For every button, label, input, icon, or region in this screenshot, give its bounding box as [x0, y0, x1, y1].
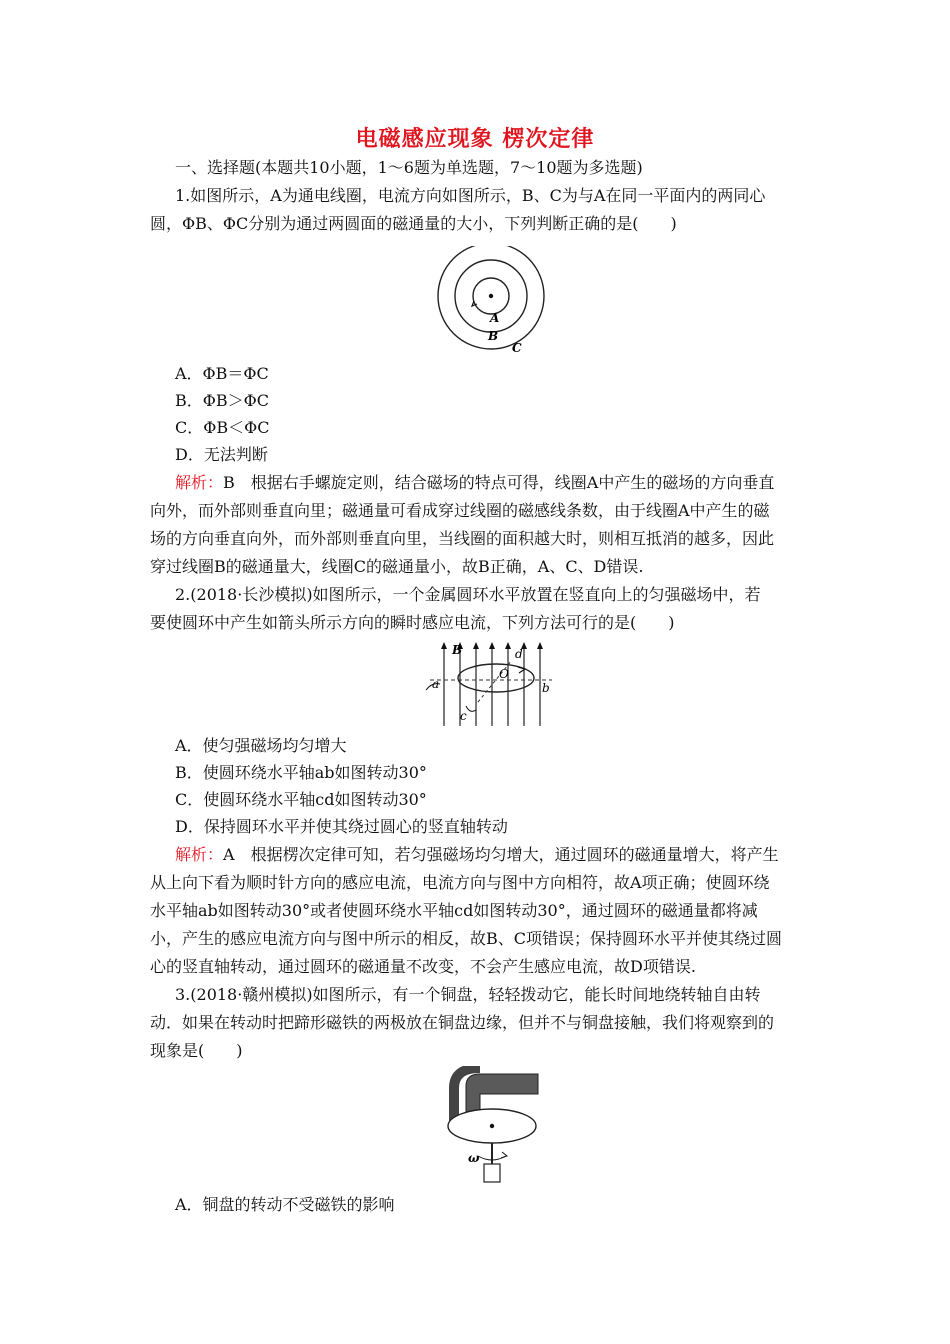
- q1-analysis-line-1: 解析：B 根据右手螺旋定则，结合磁场的特点可得，线圈A中产生的磁场的方向垂直: [175, 473, 775, 492]
- q1-option-d: D．无法判断: [175, 445, 268, 464]
- q1-fig-label-b: B: [488, 329, 499, 343]
- q2-fig-label-b-axis: b: [542, 681, 550, 695]
- q1-stem-line-2: 圆，ΦB、ΦC分别为通过两圆面的磁通量的大小，下列判断正确的是( ): [150, 214, 677, 233]
- q2-analysis-line-1: 解析：A 根据楞次定律可知，若匀强磁场均匀增大，通过圆环的磁通量增大，将产生: [175, 845, 779, 864]
- q2-analysis-label: 解析：: [175, 845, 224, 864]
- q2-option-b: B．使圆环绕水平轴ab如图转动30°: [175, 763, 427, 782]
- q1-fig-label-c: C: [512, 341, 522, 355]
- q1-option-b: B．ΦB＞ΦC: [175, 391, 269, 410]
- q3-stem-line-1: 3.(2018·赣州模拟)如图所示，有一个铜盘，轻轻拨动它，能长时间地绕转轴自由转: [175, 985, 761, 1004]
- q3-option-a: A．铜盘的转动不受磁铁的影响: [175, 1195, 395, 1214]
- q2-analysis-line-5: 心的竖直轴转动，通过圆环的磁通量不改变，不会产生感应电流，故D项错误.: [150, 957, 696, 976]
- q2-stem-line-1: 2.(2018·长沙模拟)如图所示，一个金属圆环水平放置在竖直向上的匀强磁场中，若: [175, 585, 761, 604]
- q1-figure-concentric-circles: [436, 246, 550, 358]
- q2-analysis-line-4: 小，产生的感应电流方向与图中所示的相反，故B、C项错误；保持圆环水平并使其绕过圆: [150, 929, 783, 948]
- q2-fig-label-c: c: [460, 709, 467, 723]
- q2-option-d: D．保持圆环水平并使其绕过圆心的竖直轴转动: [175, 817, 508, 836]
- q2-stem-line-2: 要使圆环中产生如箭头所示方向的瞬时感应电流，下列方法可行的是( ): [150, 613, 675, 632]
- q1-fig-label-a: A: [490, 311, 500, 325]
- q2-analysis-line-2: 从上向下看为顺时针方向的感应电流，电流方向与图中方向相符，故A项正确；使圆环绕: [150, 873, 770, 892]
- q3-fig-label-omega: ω: [468, 1151, 480, 1165]
- q1-option-a: A．ΦB＝ΦC: [175, 364, 269, 383]
- q1-stem-line-1: 1.如图所示，A为通电线圈，电流方向如图所示，B、C为与A在同一平面内的两同心: [175, 186, 766, 205]
- q2-option-c: C．使圆环绕水平轴cd如图转动30°: [175, 790, 427, 809]
- q2-figure-ring-in-field: [422, 640, 558, 732]
- q2-fig-label-o: O: [499, 667, 509, 681]
- q3-stem-line-2: 动．如果在转动时把蹄形磁铁的两极放在铜盘边缘，但并不与铜盘接触，我们将观察到的: [150, 1013, 775, 1032]
- q2-analysis-line-3: 水平轴ab如图转动30°或者使圆环绕水平轴cd如图转动30°，通过圆环的磁通量都将减: [150, 901, 758, 920]
- q2-fig-label-d: d: [515, 647, 523, 661]
- q1-analysis-line-4: 穿过线圈B的磁通量大，线圈C的磁通量小，故B正确，A、C、D错误.: [150, 557, 644, 576]
- q3-stem-line-3: 现象是( ): [150, 1041, 243, 1060]
- q3-figure-copper-disk: [440, 1066, 544, 1186]
- q1-analysis-line-2: 向外，而外部则垂直向里；磁通量可看成穿过线圈的磁感线条数，由于线圈A中产生的磁: [150, 501, 770, 520]
- q2-fig-label-b-field: B: [452, 643, 463, 657]
- q2-option-a: A．使匀强磁场均匀增大: [175, 736, 347, 755]
- section-heading: 一、选择题(本题共10小题，1～6题为单选题，7～10题为多选题): [175, 158, 643, 177]
- q2-fig-label-a: a: [432, 677, 440, 691]
- q1-analysis-label: 解析：: [175, 473, 224, 492]
- q1-analysis-line-3: 场的方向垂直向外，而外部则垂直向里，当线圈的面积越大时，则相互抵消的越多，因此: [150, 529, 775, 548]
- page-title: 电磁感应现象 楞次定律: [355, 127, 595, 152]
- q1-option-c: C．ΦB＜ΦC: [175, 418, 270, 437]
